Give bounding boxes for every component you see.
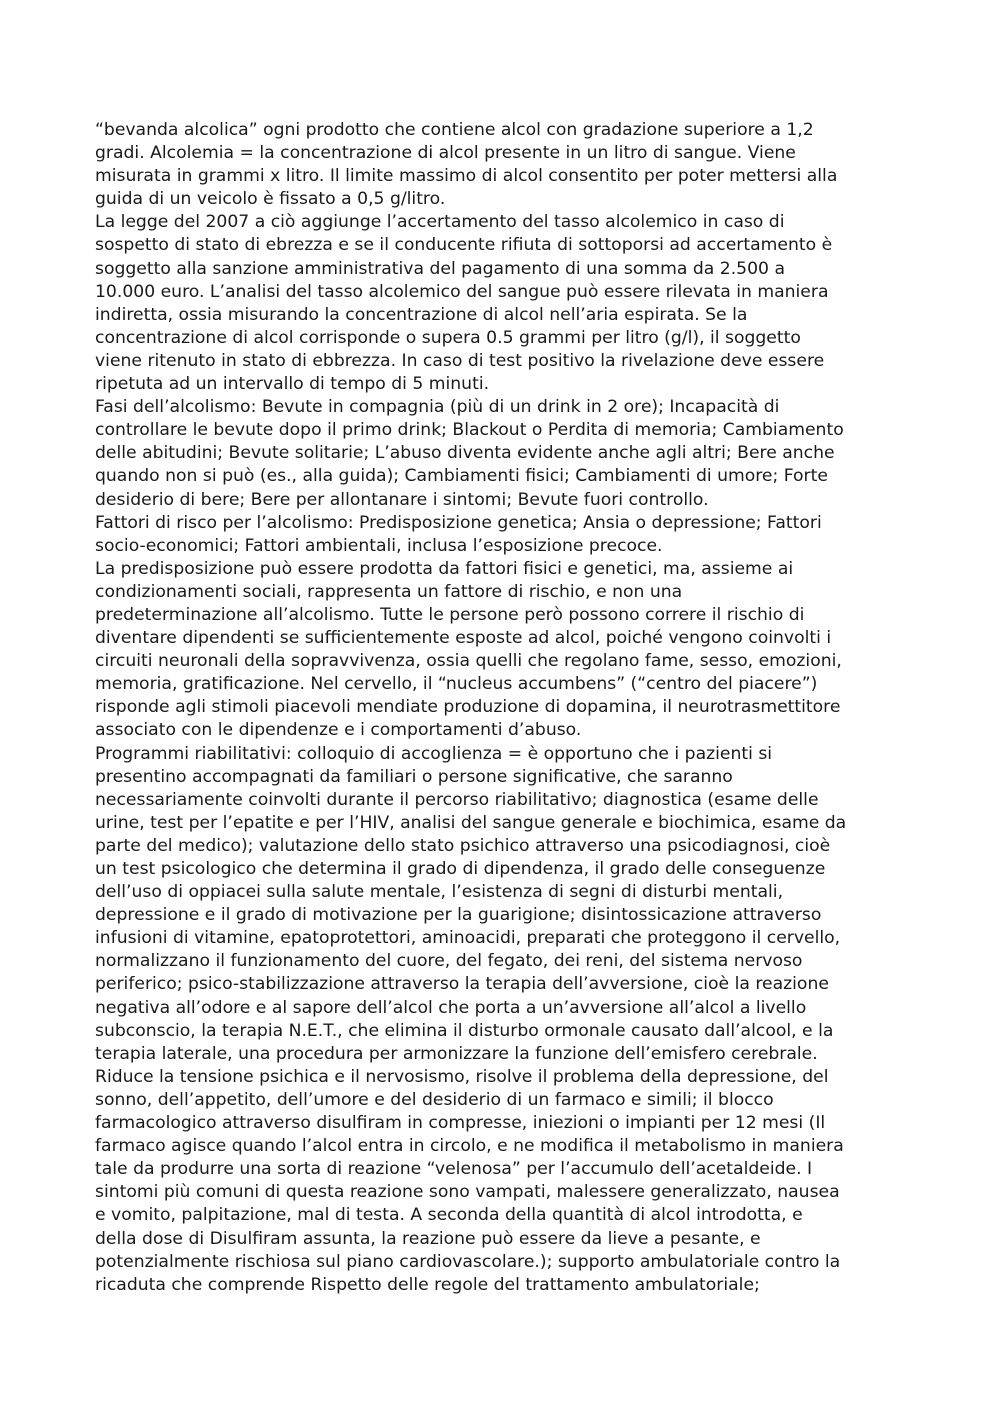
text-line: condizionamenti sociali, rappresenta un fattore di rischio, e non una [95,581,683,602]
text-line: terapia laterale, una procedura per armonizzare la funzione dell’emisfero cerebrale. [95,1043,818,1064]
text-line: gradi. Alcolemia = la concentrazione di alcol presente in un litro di sangue. Viene [95,143,796,164]
text-line: subconscio, la terapia N.E.T., che elimina il disturbo ormonale causato dall’alcool, e la [95,1020,834,1041]
text-line: controllare le bevute dopo il primo drink; Blackout o Perdita di memoria; Cambiamento [95,420,844,441]
text-line: risponde agli stimoli piacevoli mendiate produzione di dopamina, il neurotrasmettitore [95,697,841,718]
text-line: infusioni di vitamine, epatoprotettori, aminoacidi, preparati che proteggono il cervello, [95,928,841,949]
text-line: presentino accompagnati da familiari o persone significative, che saranno [95,766,733,787]
text-line: predeterminazione all’alcolismo. Tutte le persone però possono correre il rischio di [95,604,805,625]
text-line: delle abitudini; Bevute solitarie; L’abuso diventa evidente anche agli altri; Bere anche [95,443,835,464]
text-line: depressione e il grado di motivazione per la guarigione; disintossicazione attraverso [95,905,822,926]
text-line: della dose di Disulfiram assunta, la reazione può essere da lieve a pesante, e [95,1228,761,1249]
text-line: viene ritenuto in stato di ebbrezza. In caso di test positivo la rivelazione deve essere [95,350,825,371]
text-line: tale da produrre una sorta di reazione “velenosa” per l’accumulo dell’acetaldeide. I [95,1159,813,1180]
text-line: ripetuta ad un intervallo di tempo di 5 minuti. [95,374,490,395]
text-line: sonno, dell’appetito, dell’umore e del desiderio di un farmaco e simili; il blocco [95,1089,774,1110]
text-line: potenzialmente rischiosa sul piano cardiovascolare.); supporto ambulatoriale contro la [95,1251,841,1272]
text-line: La legge del 2007 a ciò aggiunge l’accertamento del tasso alcolemico in caso di [95,212,785,233]
text-line: memoria, gratificazione. Nel cervello, il “nucleus accumbens” (“centro del piacere”) [95,674,818,695]
text-line: normalizzano il funzionamento del cuore, del fegato, dei reni, del sistema nervoso [95,951,803,972]
text-line: soggetto alla sanzione amministrativa del pagamento di una somma da 2.500 a [95,258,785,279]
text-line: Fattori di risco per l’alcolismo: Predisposizione genetica; Ansia o depressione; Fattori [95,512,822,533]
text-line: dell’uso di oppiacei sulla salute mentale, l’esistenza di segni di disturbi mentali, [95,882,784,903]
text-line: negativa all’odore e al sapore dell’alcol che porta a un’avversione all’alcol a livello [95,997,807,1018]
text-line: urine, test per l’epatite e per l’HIV, analisi del sangue generale e biochimica, esame da [95,812,847,833]
text-line: Fasi dell’alcolismo: Bevute in compagnia (più di un drink in 2 ore); Incapacità di [95,397,780,418]
text-line: sintomi più comuni di questa reazione sono vampati, malessere generalizzato, nausea [95,1182,840,1203]
body-text [95,119,910,1297]
text-line: Riduce la tensione psichica e il nervosismo, risolve il problema della depressione, del [95,1066,829,1087]
text-line: Programmi riabilitativi: colloquio di accoglienza = è opportuno che i pazienti si [95,743,773,764]
text-line: desiderio di bere; Bere per allontanare i sintomi; Bevute fuori controllo. [95,489,709,510]
text-line: quando non si può (es., alla guida); Cambiamenti fisici; Cambiamenti di umore; Forte [95,466,828,487]
text-line: farmaco agisce quando l’alcol entra in circolo, e ne modifica il metabolismo in maniera [95,1136,844,1157]
text-line: e vomito, palpitazione, mal di testa. A seconda della quantità di alcol introdotta, e [95,1205,803,1226]
text-line: periferico; psico-stabilizzazione attraverso la terapia dell’avversione, cioè la reazione [95,974,829,995]
text-line: “bevanda alcolica” ogni prodotto che contiene alcol con gradazione superiore a 1,2 [95,120,814,140]
text-line: misurata in grammi x litro. Il limite massimo di alcol consentito per poter mettersi alla [95,166,838,187]
text-line: circuiti neuronali della sopravvivenza, ossia quelli che regolano fame, sesso, emozioni, [95,651,842,672]
text-line: diventare dipendenti se sufficientemente esposte ad alcol, poiché vengono coinvolti i [95,628,832,649]
text-line: socio-economici; Fattori ambientali, inclusa l’esposizione precoce. [95,535,663,556]
text-line: ricaduta che comprende Rispetto delle regole del trattamento ambulatoriale; [95,1274,760,1295]
text-line: farmacologico attraverso disulfiram in compresse, iniezioni o impianti per 12 mesi (Il [95,1113,826,1134]
text-line: parte del medico); valutazione dello stato psichico attraverso una psicodiagnosi, cioè [95,835,831,856]
text-line: indiretta, ossia misurando la concentrazione di alcol nell’aria espirata. Se la [95,304,748,325]
text-line: necessariamente coinvolti durante il percorso riabilitativo; diagnostica (esame delle [95,789,819,810]
text-line: un test psicologico che determina il grado di dipendenza, il grado delle conseguenze [95,859,826,879]
text-line: La predisposizione può essere prodotta da fattori fisici e genetici, ma, assieme ai [95,558,794,579]
text-line: associato con le dipendenze e i comportamenti d’abuso. [95,720,582,741]
text-line: sospetto di stato di ebrezza e se il conducente rifiuta di sottoporsi ad accertamento è [95,235,833,256]
text-line: 10.000 euro. L’analisi del tasso alcolemico del sangue può essere rilevata in maniera [95,281,829,302]
text-line: concentrazione di alcol corrisponde o supera 0.5 grammi per litro (g/l), il soggetto [95,327,801,348]
text-line: guida di un veicolo è fissato a 0,5 g/litro. [95,189,446,210]
